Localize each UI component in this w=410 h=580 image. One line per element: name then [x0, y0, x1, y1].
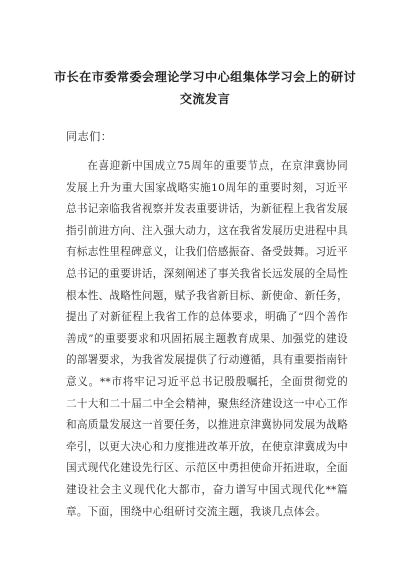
body-paragraph: 在喜迎新中国成立75周年的重要节点，在京津冀协同发展上升为重大国家战略实施10周年的重要时刻，习近平总书记亲临我省视察并发表重要讲话，为新征程上我省发展指引前进方向、注入强大动力，这在我省发展历史进程中具有标志性里程碑意义，让我们倍感振奋、备受鼓舞。习近平总书记的重要讲话，深刻阐述了事关我省长远发展的全局性根本性、战略性问题，赋予我省新目标、新使命、新任务，提出了对新征程上我省工作的总体要求，明确了“四个善作善成”的重要要求和巩固拓展主题教育成果、加强党的建设的部署要求，为我省发展提供了行动遵循，具有重要指南针意义。**市将牢记习近平总书记殷殷嘱托，全面贯彻党的二十大和二十届二中全会精神，聚焦经济建设这一中心工作和高质量发展这一首要任务，以推进京津冀协同发展为战略牵引，以更大决心和力度推进改革开放，在使京津冀成为中国式现代化建设先行区、示范区中勇担使命开拓进取，全面建设社会主义现代化大都市，奋力谱写中国式现代化**篇章。下面，围绕中心组研讨交流主题，我谈几点体会。 [66, 160, 348, 518]
salutation: 同志们： [66, 130, 113, 143]
document-title: 市长在市委常委会理论学习中心组集体学习会上的研讨交流发言 [53, 70, 357, 106]
